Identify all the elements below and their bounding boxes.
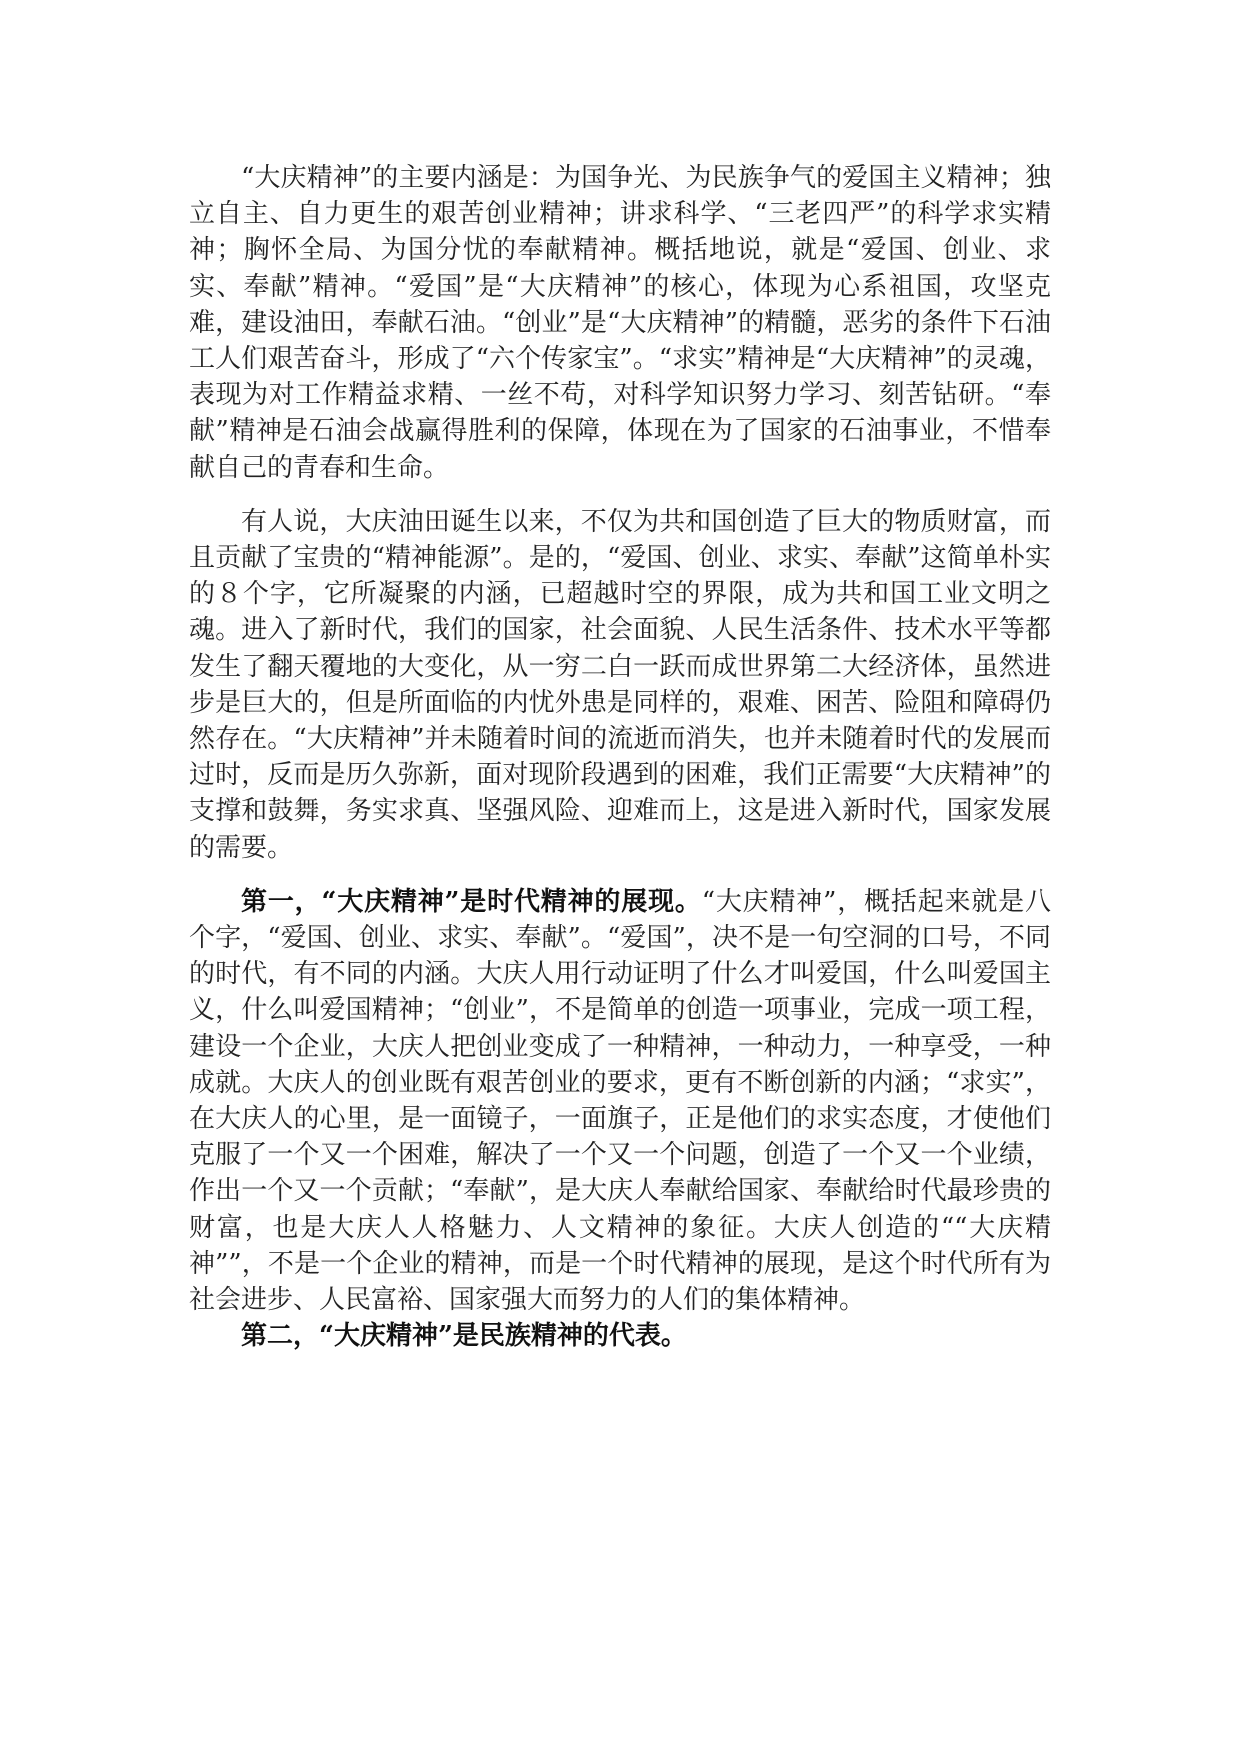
document-page [189,160,1051,1355]
paragraph-point-one [189,884,1051,1318]
paragraph-connotation [189,160,1051,486]
section-heading: 第一，“大庆精神”是时代精神的展现。 [241,886,702,917]
paragraph-text: 有人说，大庆油田诞生以来，不仅为共和国创造了巨大的物质财富，而且贡献了宝贵的“精神能源”。是的，“爱国、创业、求实、奉献”这简单朴实的８个字，它所凝聚的内涵，已超越时空的界限，成为共和国工业文明之魂。进入了新时代，我们的国家，社会面貌、人民生活条件、技术水平等都发生了翻天覆地的大变化，从一穷二白一跃而成世界第二大经济体，虽然进步是巨大的，但是所面临的内忧外患是同样的，艰难、困苦、险阻和障碍仍然存在。“大庆精神”并未随着时间的流逝而消失，也并未随着时代的发展而过时，反而是历久弥新，面对现阶段遇到的困难，我们正需要“大庆精神”的支撑和鼓舞，务实求真、坚强风险、迎难而上，这是进入新时代，国家发展的需要。 [189,506,1051,863]
paragraph-text: “大庆精神”，概括起来就是八个字，“爱国、创业、求实、奉献”。“爱国”，决不是一句空洞的口号，不同的时代，有不同的内涵。大庆人用行动证明了什么才叫爱国，什么叫爱国主义，什么叫爱国精神；“创业”，不是简单的创造一项事业，完成一项工程，建设一个企业，大庆人把创业变成了一种精神，一种动力，一种享受，一种成就。大庆人的创业既有艰苦创业的要求，更有不断创新的内涵；“求实”，在大庆人的心里，是一面镜子，一面旗子，正是他们的求实态度，才使他们克服了一个又一个困难，解决了一个又一个问题，创造了一个又一个业绩，作出一个又一个贡献；“奉献”，是大庆人奉献给国家、奉献给时代最珍贵的财富，也是大庆人人格魅力、人文精神的象征。大庆人创造的““大庆精神””，不是一个企业的精神，而是一个时代精神的展现，是这个时代所有为社会进步、人民富裕、国家强大而努力的人们的集体精神。 [189,886,1051,1316]
section-heading: 第二，“大庆精神”是民族精神的代表。 [241,1321,687,1352]
paragraph-text: “大庆精神”的主要内涵是：为国争光、为民族争气的爱国主义精神；独立自主、自力更生的艰苦创业精神；讲求科学、“三老四严”的科学求实精神；胸怀全局、为国分忧的奉献精神。概括地说，就是“爱国、创业、求实、奉献”精神。“爱国”是“大庆精神”的核心，体现为心系祖国，攻坚克难，建设油田，奉献石油。“创业”是“大庆精神”的精髓，恶劣的条件下石油工人们艰苦奋斗，形成了“六个传家宝”。“求实”精神是“大庆精神”的灵魂，表现为对工作精益求精、一丝不苟，对科学知识努力学习、刻苦钻研。“奉献”精神是石油会战赢得胜利的保障，体现在为了国家的石油事业，不惜奉献自己的青春和生命。 [189,163,1051,483]
paragraph-point-two [189,1318,1051,1354]
paragraph-new-era [189,504,1051,866]
